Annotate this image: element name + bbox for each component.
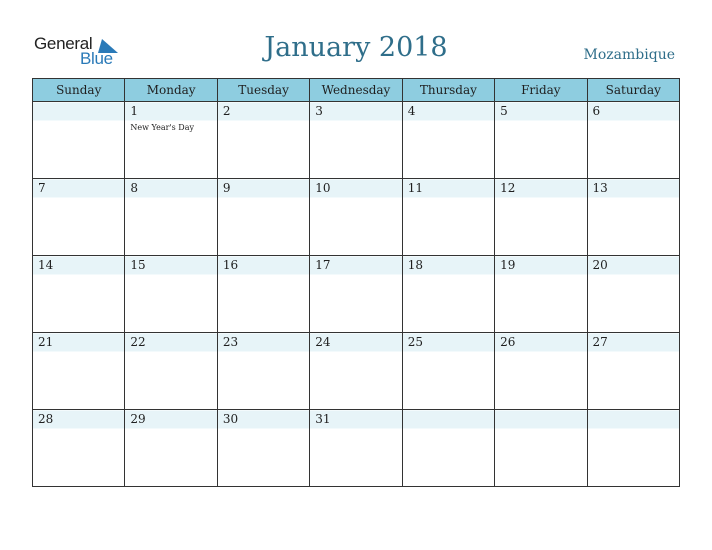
day-number: 30 [222,412,239,426]
day-cell [587,256,679,333]
day-number: 15 [130,258,146,272]
logo-text-blue: Blue [80,49,113,68]
day-number: 27 [592,335,608,349]
day-number: 12 [500,181,516,195]
weekday-header: Thursday [402,79,494,102]
day-cell [125,333,217,410]
day-number: 7 [38,181,46,195]
weekday-header: Sunday [33,79,125,102]
day-number: 1 [130,104,139,118]
calendar-title: January 2018 [264,32,448,63]
day-cell [495,256,587,333]
day-cell [402,179,494,256]
day-number: 16 [222,258,239,272]
calendar-week-row [33,179,680,256]
day-number: 10 [315,181,331,195]
weekday-header: Friday [495,79,587,102]
day-number: 14 [38,258,54,272]
day-number: 8 [130,181,139,195]
day-cell [402,102,494,179]
day-number: 29 [130,412,146,426]
day-cell [33,333,125,410]
day-cell [495,179,587,256]
day-number: 13 [592,181,608,195]
day-cell [310,179,402,256]
day-cell [217,256,309,333]
day-number: 18 [407,258,423,272]
weekday-header: Tuesday [217,79,309,102]
day-number: 21 [38,335,54,349]
day-cell [125,102,217,179]
day-number: 17 [315,258,331,272]
calendar-grid [32,78,680,487]
day-number: 3 [315,104,323,118]
day-number: 5 [500,104,508,118]
day-cell [495,102,587,179]
holiday-label: New Year's Day [130,123,195,132]
calendar-week-row [33,410,680,487]
day-cell [495,410,587,487]
day-number: 24 [315,335,331,349]
day-cell [310,410,402,487]
day-cell [402,410,494,487]
day-number: 23 [222,335,239,349]
day-number: 2 [222,104,231,118]
day-number: 9 [222,181,231,195]
day-cell [217,179,309,256]
day-cell [587,410,679,487]
day-cell [402,256,494,333]
calendar-week-row [33,333,680,410]
calendar-week-row [33,256,680,333]
day-number: 22 [130,335,146,349]
day-number: 11 [407,181,423,195]
day-cell [33,102,125,179]
day-number: 26 [500,335,516,349]
weekday-header: Monday [125,79,217,102]
day-number: 19 [500,258,516,272]
day-cell [310,102,402,179]
calendar-week-row [33,102,680,179]
day-cell [125,256,217,333]
weekday-header-row [33,79,680,102]
logo-text-general: General [34,34,93,53]
day-cell [587,102,679,179]
day-cell [217,410,309,487]
day-cell [310,256,402,333]
day-cell [217,333,309,410]
day-cell [33,410,125,487]
day-cell [33,179,125,256]
day-cell [33,256,125,333]
day-cell [217,102,309,179]
day-cell [125,410,217,487]
day-cell [587,333,679,410]
country-name: Mozambique [583,47,675,63]
day-number: 25 [407,335,423,349]
day-number: 31 [315,412,331,426]
day-cell [402,333,494,410]
day-number: 4 [407,104,416,118]
day-number: 20 [592,258,608,272]
day-number: 6 [592,104,601,118]
day-cell [495,333,587,410]
day-cell [587,179,679,256]
day-cell [125,179,217,256]
day-number: 28 [38,412,54,426]
weekday-header: Saturday [587,79,679,102]
weekday-header: Wednesday [310,79,402,102]
day-cell [310,333,402,410]
